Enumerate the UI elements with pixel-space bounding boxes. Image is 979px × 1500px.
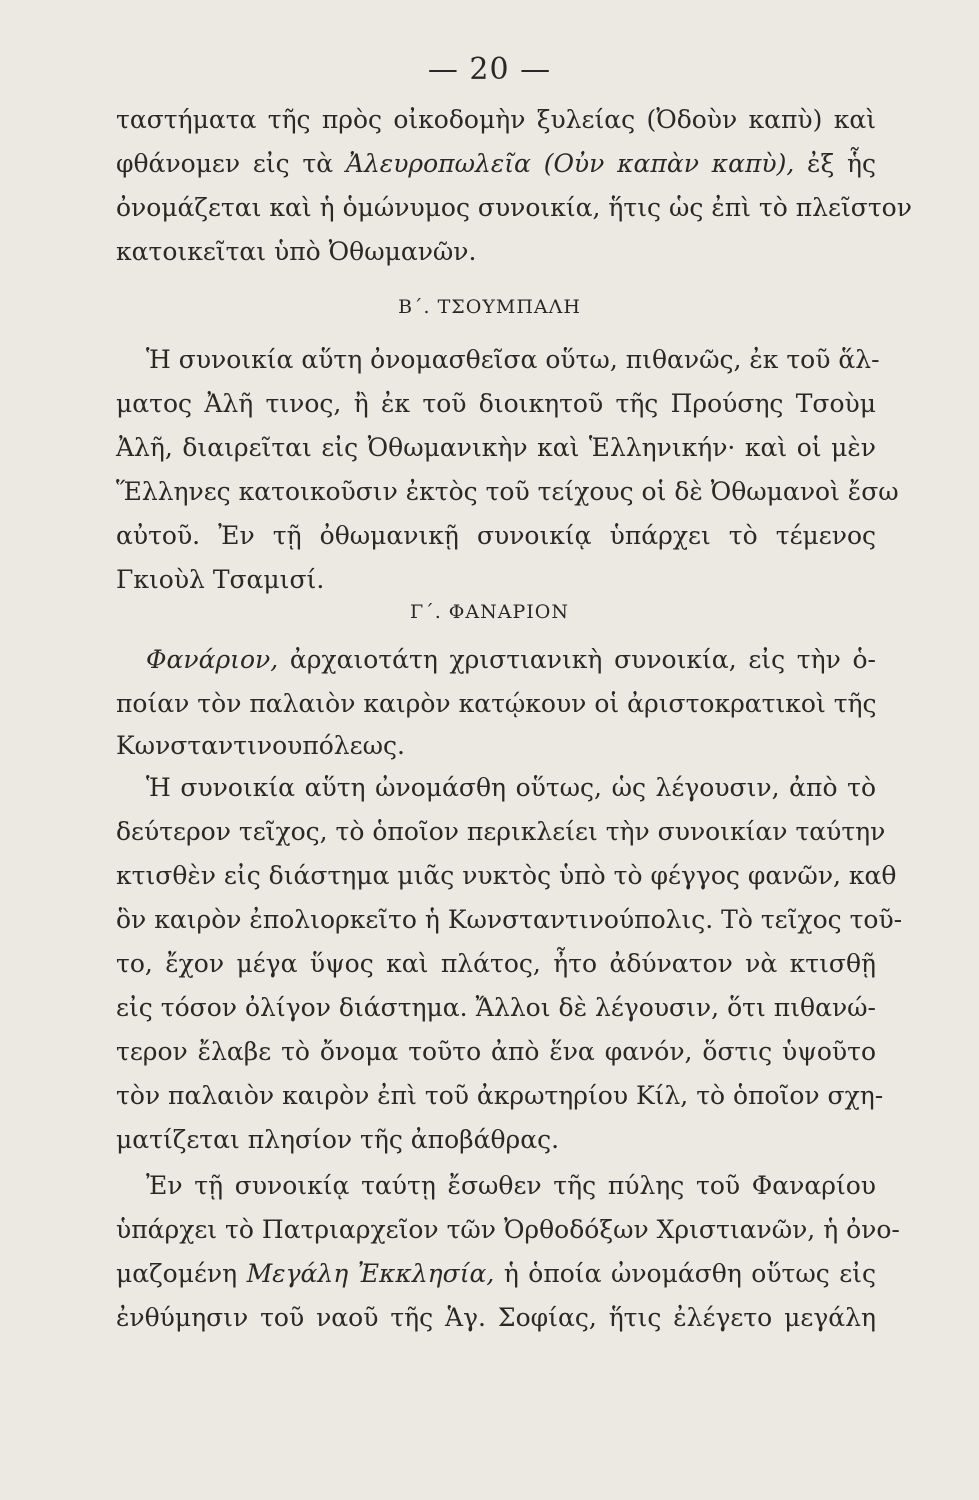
- text-line: κτισθὲν εἰς διάστημα μιᾶς νυκτὸς ὑπὸ τὸ φέγγος φανῶν, καθ: [116, 861, 897, 890]
- text-line: Ἕλληνες κατοικοῦσιν ἐκτὸς τοῦ τείχους οἱ δὲ Ὀθωμανοὶ ἔσω: [116, 477, 899, 506]
- text-line: Κωνσταντινουπόλεως.: [116, 731, 405, 760]
- italic-text: Ἀλευροπωλεῖα (Οὐν καπὰν καπὺ),: [345, 149, 795, 178]
- text-line: Γκιοὺλ Τσαμισί.: [116, 565, 325, 594]
- text-line: Ἡ συνοικία αὕτη ὀνομασθεῖσα οὕτω, πιθανῶς, ἐκ τοῦ ἅλ-: [146, 345, 880, 374]
- section-heading: Β΄. ΤΣΟΥΜΠΑΛΗ: [398, 296, 581, 318]
- text-line: Ἀλῆ, διαιρεῖται εἰς Ὀθωμανικὴν καὶ Ἑλληνικήν· καὶ οἱ μὲν: [116, 433, 876, 462]
- text-line: κατοικεῖται ὑπὸ Ὀθωμανῶν.: [116, 237, 477, 266]
- text-line: δεύτερον τεῖχος, τὸ ὁποῖον περικλείει τὴν συνοικίαν ταύτην: [116, 817, 886, 846]
- text-line: Ἐν τῇ συνοικίᾳ ταύτῃ ἔσωθεν τῆς πύλης τοῦ Φαναρίου: [146, 1171, 876, 1200]
- text-line: ματος Ἀλῆ τινος, ἢ ἐκ τοῦ διοικητοῦ τῆς Προύσης Τσοὺμ: [116, 389, 876, 418]
- italic-text: Φανάριον,: [146, 645, 279, 674]
- text-line: ὃν καιρὸν ἐπολιορκεῖτο ἡ Κωνσταντινούπολις. Τὸ τεῖχος τοῦ-: [116, 905, 903, 934]
- text-line: ματίζεται πλησίον τῆς ἀποβάθρας.: [116, 1125, 560, 1154]
- text-line: αὐτοῦ. Ἐν τῇ ὀθωμανικῇ συνοικίᾳ ὑπάρχει τὸ τέμενος: [116, 521, 876, 550]
- text-line: ποίαν τὸν παλαιὸν καιρὸν κατῴκουν οἱ ἀριστοκρατικοὶ τῆς: [116, 689, 877, 718]
- text-line: το, ἔχον μέγα ὕψος καὶ πλάτος, ἦτο ἀδύνατον νὰ κτισθῇ: [116, 949, 876, 978]
- section-heading: Γ΄. ΦΑΝΑΡΙΟΝ: [410, 601, 569, 623]
- text-line: ταστήματα τῆς πρὸς οἰκοδομὴν ξυλείας (Ὀδοὺν καπὺ) καὶ: [116, 105, 876, 134]
- text-line: ὀνομάζεται καὶ ἡ ὁμώνυμος συνοικία, ἥτις ὡς ἐπὶ τὸ πλεῖστον: [116, 193, 912, 222]
- text-line: φθάνομεν εἰς τὰ Ἀλευροπωλεῖα (Οὐν καπὰν καπὺ), ἐξ ἧς: [116, 149, 876, 178]
- text-line: μαζομένη Μεγάλη Ἐκκλησία, ἡ ὁποία ὠνομάσθη οὕτως εἰς: [116, 1259, 876, 1288]
- text-line: ὑπάρχει τὸ Πατριαρχεῖον τῶν Ὀρθοδόξων Χριστιανῶν, ἡ ὀνο-: [116, 1215, 900, 1244]
- text-line: εἰς τόσον ὀλίγον διάστημα. Ἄλλοι δὲ λέγουσιν, ὅτι πιθανώ-: [116, 993, 876, 1022]
- text-line: Φανάριον, ἀρχαιοτάτη χριστιανικὴ συνοικία, εἰς τὴν ὁ-: [146, 645, 876, 674]
- text-line: τερον ἔλαβε τὸ ὄνομα τοῦτο ἀπὸ ἕνα φανόν, ὅστις ὑψοῦτο: [116, 1037, 876, 1066]
- text-line: Ἡ συνοικία αὕτη ὠνομάσθη οὕτως, ὡς λέγουσιν, ἀπὸ τὸ: [146, 773, 876, 802]
- italic-text: Μεγάλη Ἐκκλησία,: [246, 1259, 495, 1288]
- text-line: τὸν παλαιὸν καιρὸν ἐπὶ τοῦ ἀκρωτηρίου Κίλ, τὸ ὁποῖον σχη-: [116, 1081, 884, 1110]
- page-number: — 20 —: [427, 52, 552, 87]
- text-line: ἐνθύμησιν τοῦ ναοῦ τῆς Ἁγ. Σοφίας, ἥτις ἐλέγετο μεγάλη: [116, 1303, 876, 1332]
